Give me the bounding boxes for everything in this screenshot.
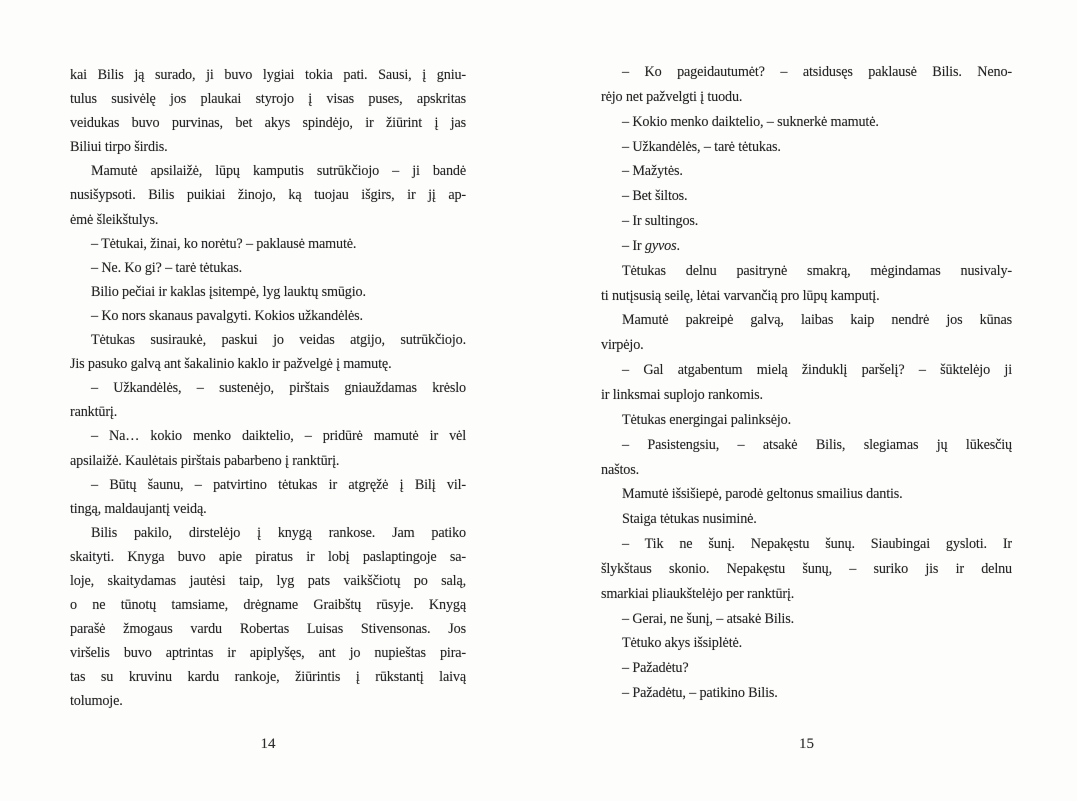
text-line [601,234,1012,259]
text-line: Tėtukas energingai palinksėjo. [622,411,791,428]
text-line: kai Bilis ją surado, ji buvo lygiai tokia pati. Sausi, į gniu- [70,67,466,83]
text-line: Biliui tirpo širdis. [70,139,168,156]
text-line: ir linksmai suplojo rankomis. [601,386,763,403]
paragraph [601,681,1012,706]
text-line: šlykštaus skonio. Nepakęstu šunų, – suriko jis ir delnu [601,560,1012,577]
paragraph [70,232,466,256]
text-line: Mamutė pakreipė galvą, laibas kaip nendrė jos kūnas [622,312,1012,329]
text-line: tolumoje. [70,693,123,710]
text-line: veidukas buvo purvinas, bet akys spindėjo, ir žiūrint į jas [70,115,466,132]
paragraph [601,234,1012,259]
text-line: – Tėtukai, žinai, ko norėtu? – paklausė mamutė. [91,235,357,252]
text-segment: . [676,237,680,254]
text-line: parašė žmogaus vardu Robertas Luisas Stivensonas. Jos [70,621,466,638]
text-line: tingą, maldaujantį veidą. [70,500,207,517]
paragraph [601,135,1012,160]
text-line: nusišypsoti. Bilis puikiai žinojo, ką tuojau išgirs, ir jį ap- [70,187,466,204]
text-line: – Mažytės. [622,163,683,180]
text-line: ėmė šleikštulys. [70,211,159,228]
paragraph [70,376,466,424]
page-number-right: 15 [799,736,814,752]
text-line: tulus susivėlę jos plaukai styrojo į visas puses, apskritas [70,91,466,108]
paragraph [70,424,466,472]
text-line: – Pažadėtu? [622,660,689,677]
text-line: – Užkandėlės, – tarė tėtukas. [622,138,781,155]
paragraph [601,308,1012,358]
text-line: – Ko nors skanaus pavalgyti. Kokios užkandėlės. [91,307,363,324]
text-line: ranktūrį. [70,404,118,421]
left-page-text [70,63,466,714]
text-line: Mamutė apsilaižė, lūpų kamputis sutrūkčiojo – ji bandė [91,163,466,180]
text-line: Bilio pečiai ir kaklas įsitempė, lyg lauktų smūgio. [91,283,366,300]
paragraph [70,473,466,521]
italic-text: gyvos [644,237,677,254]
text-line: ti nutįsusią seilę, lėtai varvančią pro lūpų kamputį. [601,287,880,304]
text-line: smarkiai pliaukštelėjo per ranktūrį. [601,585,795,602]
text-line: – Pasistengsiu, – atsakė Bilis, slegiamas jų lūkesčių [622,436,1012,453]
text-line: Tėtuko akys išsiplėtė. [622,635,743,652]
text-line: – Kokio menko daiktelio, – suknerkė mamutė. [622,113,879,130]
paragraph [70,521,466,714]
paragraph [601,159,1012,184]
text-line: – Tik ne šunį. Nepakęstu šunų. Siaubingai gysloti. Ir [622,536,1012,553]
paragraph [601,532,1012,607]
text-line: apsilaižė. Kaulėtais pirštais pabarbeno į ranktūrį. [70,452,340,469]
paragraph [70,280,466,304]
text-line: loje, skaitydamas jautėsi taip, lyg pats vaikščiotų po salą, [70,572,466,589]
paragraph [601,110,1012,135]
paragraph [601,60,1012,110]
paragraph [601,631,1012,656]
text-line: – Na… kokio menko daiktelio, – pridūrė mamutė ir vėl [91,428,466,445]
text-line: – Užkandėlės, – sustenėjo, pirštais gniauždamas krėslo [91,380,466,397]
paragraph [601,656,1012,681]
paragraph [601,259,1012,309]
text-line: Jis pasuko galvą ant šakalinio kaklo ir pažvelgė į mamutę. [70,356,392,373]
text-line: Mamutė išsišiepė, parodė geltonus smailius dantis. [622,486,903,503]
text-line: Staiga tėtukas nusiminė. [622,511,757,528]
right-page-text [601,60,1012,706]
paragraph [601,482,1012,507]
text-line: virpėjo. [601,337,644,354]
paragraph [601,607,1012,632]
paragraph [601,433,1012,483]
paragraph [70,159,466,231]
text-line: – Gerai, ne šunį, – atsakė Bilis. [622,610,794,627]
paragraph [601,184,1012,209]
paragraph [70,304,466,328]
text-line: o ne tūnotų tamsiame, drėgname Graibštų rūsyje. Knygą [70,597,466,614]
text-line: – Pažadėtu, – patikino Bilis. [622,685,778,702]
text-line: – Ko pageidautumėt? – atsidusęs paklausė Bilis. Neno- [622,64,1012,80]
paragraph [601,507,1012,532]
text-line: viršelis buvo aptrintas ir apiplyšęs, ant jo nupieštas pira- [70,645,466,662]
text-line: rėjo net pažvelgti į tuodu. [601,88,743,105]
text-line: – Bet šiltos. [622,188,688,205]
text-line: tas su kruvinu kardu rankoje, žiūrintis į rūkstantį laivą [70,669,466,686]
text-line: naštos. [601,461,639,478]
page-number-left: 14 [260,736,276,752]
text-line: – Būtų šaunu, – patvirtino tėtukas ir atgręžė į Bilį vil- [91,476,466,493]
text-line: Tėtukas delnu pasitrynė smakrą, mėgindamas nusivaly- [622,262,1012,279]
text-line: skaityti. Knyga buvo apie piratus ir lobį paslaptingoje sa- [70,548,466,565]
text-line: – Gal atgabentum mielą žinduklį paršelį? – šūktelėjo ji [622,362,1012,379]
paragraph [70,328,466,376]
text-line: – Ne. Ko gi? – tarė tėtukas. [91,259,243,276]
text-line: Bilis pakilo, dirstelėjo į knygą rankose. Jam patiko [91,524,466,541]
text-line: Tėtukas susiraukė, paskui jo veidas atgijo, sutrūkčiojo. [91,332,466,349]
paragraph [70,256,466,280]
text-segment: – Ir [622,237,645,254]
paragraph [70,63,466,159]
paragraph [601,209,1012,234]
text-line: – Ir sultingos. [622,213,699,230]
paragraph [601,358,1012,408]
paragraph [601,408,1012,433]
